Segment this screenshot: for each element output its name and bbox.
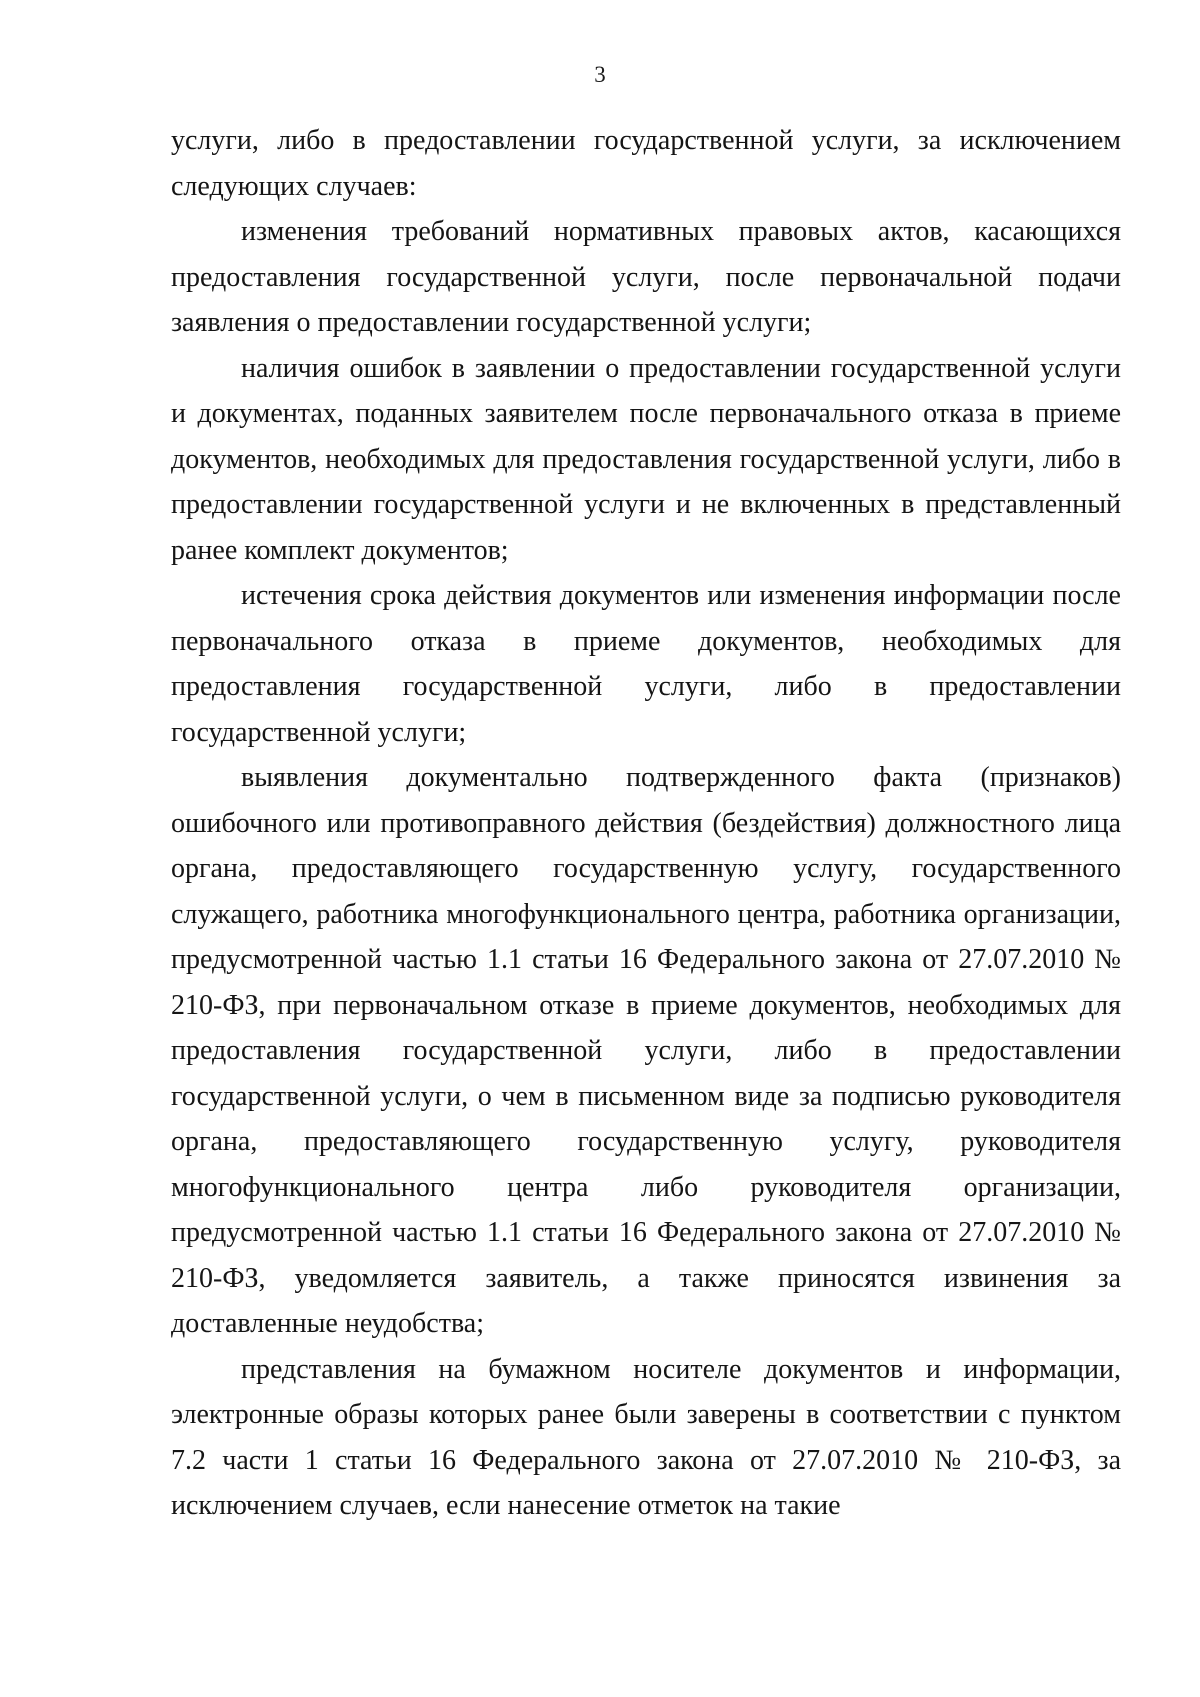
- paragraph-item: представления на бумажном носителе документов и информации, электронные образы которых ранее были заверены в соответствии с пунктом 7.2 части 1 статьи 16 Федерального закона от 27.07.2010 № 210-ФЗ, за исключением случаев, если нанесение отметок на такие: [171, 1353, 1121, 1521]
- paragraph-item: изменения требований нормативных правовых актов, касающихся предоставления государственной услуги, после первоначальной подачи заявления о предоставлении государственной услуги;: [171, 216, 1121, 338]
- paragraph-item: выявления документально подтвержденного факта (признаков) ошибочного или противоправного действия (бездействия) должностного лица органа, предоставляющего государственную услугу, государственного служащего, работника многофункционального центра, работника организации, предусмотренной частью 1.1 статьи 16 Федерального закона от 27.07.2010 № 210-ФЗ, при первоначальном отказе в приеме документов, необходимых для предоставления государственной услуги, либо в предоставлении государственной услуги, о чем в письменном виде за подписью руководителя органа, предоставляющего государственную услугу, руководителя многофункционального центра либо руководителя организации, предусмотренной частью 1.1 статьи 16 Федерального закона от 27.07.2010 № 210-ФЗ, уведомляется заявитель, а также приносятся извинения за доставленные неудобства;: [171, 762, 1121, 1339]
- page-number: 3: [594, 62, 606, 87]
- document-body: [171, 118, 1121, 1529]
- paragraph-item: истечения срока действия документов или изменения информации после первоначального отказа в приеме документов, необходимых для предоставления государственной услуги, либо в предоставлении государственной услуги;: [171, 580, 1121, 748]
- paragraph-item: наличия ошибок в заявлении о предоставлении государственной услуги и документах, поданных заявителем после первоначального отказа в приеме документов, необходимых для предоставления государственной услуги, либо в предоставлении государственной услуги и не включенных в представленный ранее комплект документов;: [171, 352, 1121, 566]
- paragraph-continuation: услуги, либо в предоставлении государственной услуги, за исключением следующих случаев:: [171, 125, 1121, 202]
